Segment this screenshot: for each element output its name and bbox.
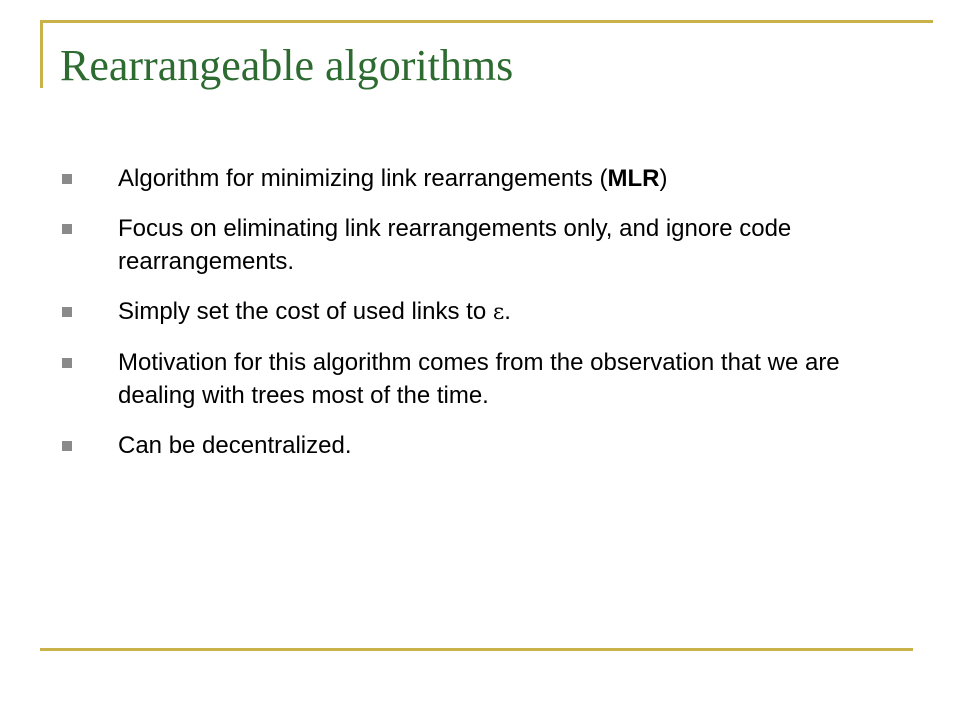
epsilon-symbol: ε bbox=[492, 300, 505, 325]
frame-top-rule bbox=[40, 20, 933, 23]
square-bullet-icon bbox=[62, 174, 72, 184]
bullet-item-focus bbox=[60, 212, 900, 278]
bullet-text: ) bbox=[659, 165, 668, 192]
bullet-item-decentralized bbox=[60, 429, 900, 462]
bullet-text: Can be decentralized. bbox=[118, 432, 352, 459]
bullet-text: . bbox=[504, 298, 511, 325]
square-bullet-icon bbox=[62, 441, 72, 451]
bullet-text: Motivation for this algorithm comes from the observation that we are dealing with trees most of the time. bbox=[118, 349, 840, 409]
bullet-list bbox=[60, 162, 900, 462]
bullet-item-motivation bbox=[60, 346, 900, 412]
bullet-emphasis: MLR bbox=[607, 165, 660, 192]
bullet-text: Simply set the cost of used links to bbox=[118, 298, 493, 325]
slide-title: Rearrangeable algorithms bbox=[60, 41, 514, 90]
frame-left-rule bbox=[40, 20, 43, 88]
bullet-item-cost bbox=[60, 295, 900, 329]
square-bullet-icon bbox=[62, 224, 72, 234]
bullet-text: Algorithm for minimizing link rearrangements ( bbox=[118, 165, 608, 192]
frame-bottom-rule bbox=[40, 648, 913, 651]
bullet-item-mlr bbox=[60, 162, 900, 195]
square-bullet-icon bbox=[62, 307, 72, 317]
square-bullet-icon bbox=[62, 358, 72, 368]
bullet-text: Focus on eliminating link rearrangements only, and ignore code rearrangements. bbox=[118, 215, 792, 275]
